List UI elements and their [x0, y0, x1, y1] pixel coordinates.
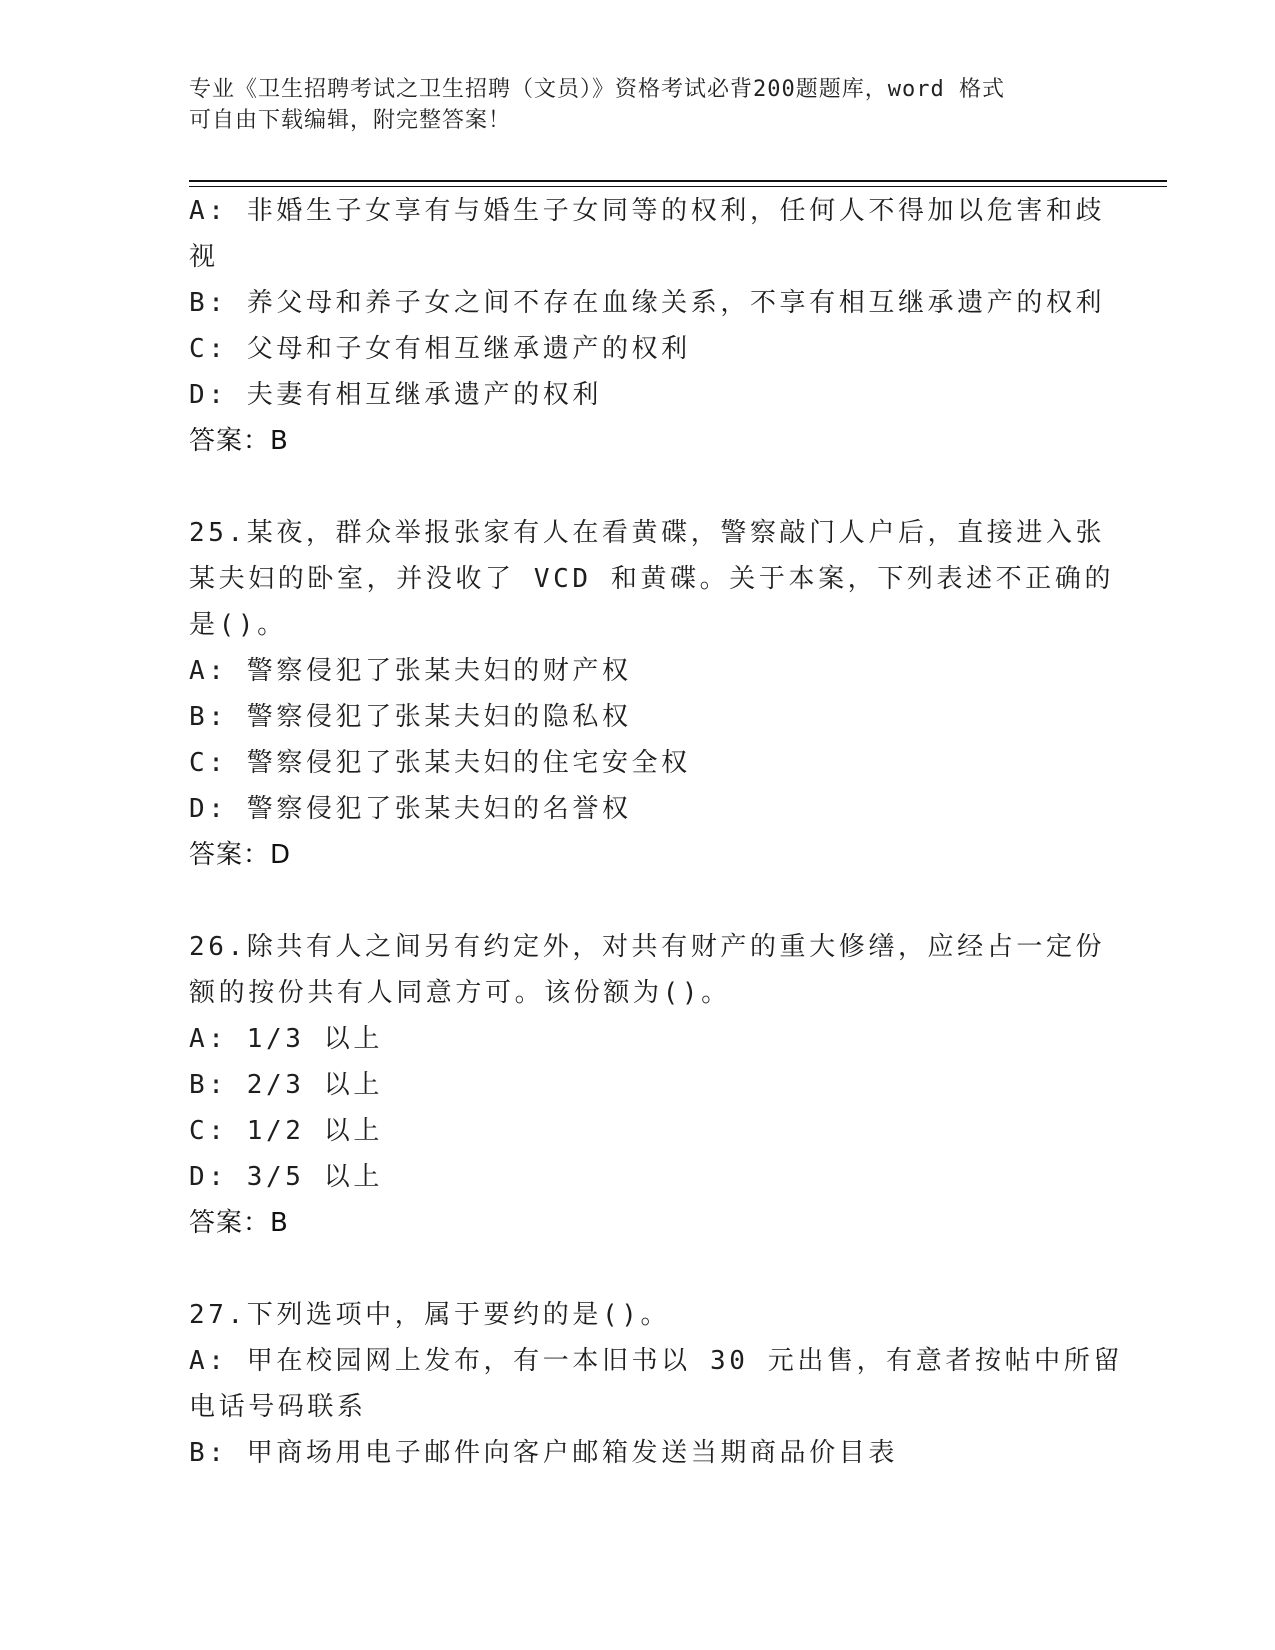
question-stem: 26.除共有人之间另有约定外，对共有财产的重大修缮，应经占一定份	[189, 932, 1106, 962]
option-a-continued: 视	[189, 242, 219, 272]
option-c: C: 1/2 以上	[189, 1116, 383, 1146]
answer-line: 答案：B	[189, 426, 289, 456]
option-a: A: 非婚生子女享有与婚生子女同等的权利，任何人不得加以危害和歧	[189, 196, 1106, 226]
spacer	[189, 878, 1089, 924]
question-list	[189, 188, 1123, 1476]
option-d: D: 警察侵犯了张某夫妇的名誉权	[189, 794, 632, 824]
answer-line: 答案：B	[189, 1208, 289, 1238]
option-a: A: 甲在校园网上发布，有一本旧书以 30 元出售，有意者按帖中所留	[189, 1346, 1123, 1376]
option-b: B: 2/3 以上	[189, 1070, 383, 1100]
question-block-27	[189, 1292, 1123, 1476]
document-header	[189, 74, 1079, 136]
option-c: C: 警察侵犯了张某夫妇的住宅安全权	[189, 748, 691, 778]
spacer	[189, 464, 1089, 510]
question-stem-continued: 某夫妇的卧室，并没收了 VCD 和黄碟。关于本案，下列表述不正确的	[189, 564, 1115, 594]
option-b: B: 甲商场用电子邮件向客户邮箱发送当期商品价目表	[189, 1438, 898, 1468]
question-stem-continued: 额的按份共有人同意方可。该份额为()。	[189, 978, 731, 1008]
header-line-1: 专业《卫生招聘考试之卫生招聘（文员）》资格考试必背200题题库，word 格式	[189, 77, 1005, 102]
option-b: B: 养父母和养子女之间不存在血缘关系，不享有相互继承遗产的权利	[189, 288, 1106, 318]
option-c: C: 父母和子女有相互继承遗产的权利	[189, 334, 691, 364]
answer-line: 答案：D	[189, 840, 292, 870]
header-line-2: 可自由下载编辑，附完整答案！	[189, 108, 512, 133]
option-a: A: 1/3 以上	[189, 1024, 383, 1054]
question-stem: 25.某夜，群众举报张家有人在看黄碟，警察敲门人户后，直接进入张	[189, 518, 1106, 548]
question-block-26	[189, 924, 1106, 1246]
option-a-continued: 电话号码联系	[189, 1392, 367, 1422]
option-b: B: 警察侵犯了张某夫妇的隐私权	[189, 702, 632, 732]
header-divider-thick	[189, 180, 1167, 182]
spacer	[189, 1246, 1089, 1292]
question-stem-continued: 是()。	[189, 610, 287, 640]
question-block-24	[189, 188, 1106, 464]
question-block-25	[189, 510, 1115, 878]
question-stem: 27.下列选项中，属于要约的是()。	[189, 1300, 671, 1330]
option-d: D: 夫妻有相互继承遗产的权利	[189, 380, 602, 410]
option-d: D: 3/5 以上	[189, 1162, 383, 1192]
option-a: A: 警察侵犯了张某夫妇的财产权	[189, 656, 632, 686]
header-divider-thin	[189, 186, 1167, 187]
